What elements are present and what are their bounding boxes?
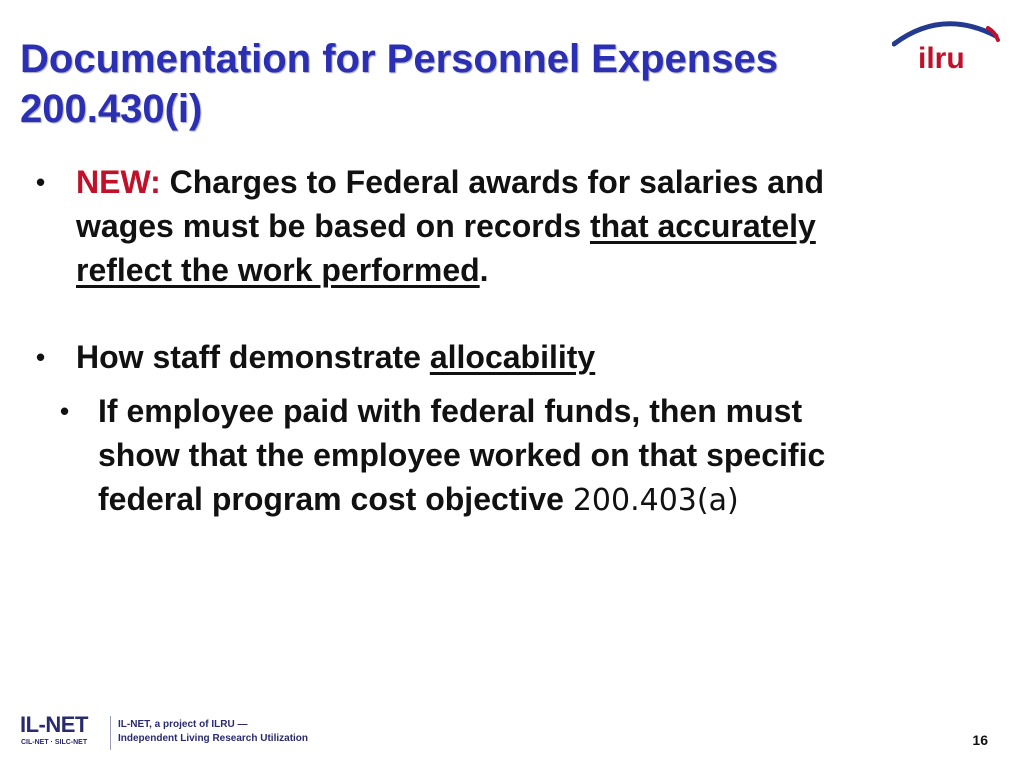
- footer-description-line1: IL-NET, a project of ILRU —: [118, 719, 248, 730]
- underlined-phrase: reflect the work performed: [76, 252, 480, 288]
- underlined-phrase: that accurately: [589, 208, 816, 244]
- bullet-line1-text: Charges to Federal awards for salaries and: [169, 164, 825, 200]
- bullet-line-text: How staff demonstrate: [76, 339, 421, 375]
- ilru-logo-text: ilru: [918, 42, 965, 75]
- new-label: NEW:: [76, 164, 161, 200]
- underlined-phrase: allocability: [429, 339, 596, 375]
- il-net-footer-logo: [20, 712, 340, 754]
- page-number: 16: [972, 732, 988, 748]
- bullet-text: [98, 389, 978, 523]
- il-net-logo-text: IL-NET: [20, 712, 88, 737]
- citation: 200.403(a): [572, 483, 739, 518]
- bullet-marker: •: [60, 396, 70, 426]
- bullet-line: If employee paid with federal funds, then must: [98, 393, 803, 429]
- ilru-logo: [892, 14, 1002, 76]
- slide-title-line1: Documentation for Personnel Expenses: [20, 37, 778, 81]
- footer-divider: [110, 716, 111, 750]
- bullet-line3-text: federal program cost objective: [98, 481, 564, 517]
- bullet-text: [76, 160, 976, 292]
- period: .: [479, 252, 489, 288]
- footer-description: [118, 718, 308, 746]
- bullet-text: [76, 335, 976, 379]
- footer-description-line2: Independent Living Research Utilization: [118, 733, 309, 744]
- bullet-marker: •: [36, 167, 46, 197]
- bullet-line: [76, 248, 976, 292]
- bullet-line: [76, 204, 976, 248]
- slide-title: [20, 34, 900, 134]
- bullet-line: [98, 477, 978, 523]
- il-net-logo-subtext: CIL-NET · SILC-NET: [21, 739, 88, 746]
- bullet-line2-text: wages must be based on records: [76, 208, 582, 244]
- bullet-line: [76, 335, 976, 379]
- bullet-line: [76, 160, 976, 204]
- bullet-marker: •: [36, 342, 46, 372]
- slide-title-line2: 200.430(i): [20, 87, 203, 131]
- bullet-line: show that the employee worked on that specific: [98, 437, 826, 473]
